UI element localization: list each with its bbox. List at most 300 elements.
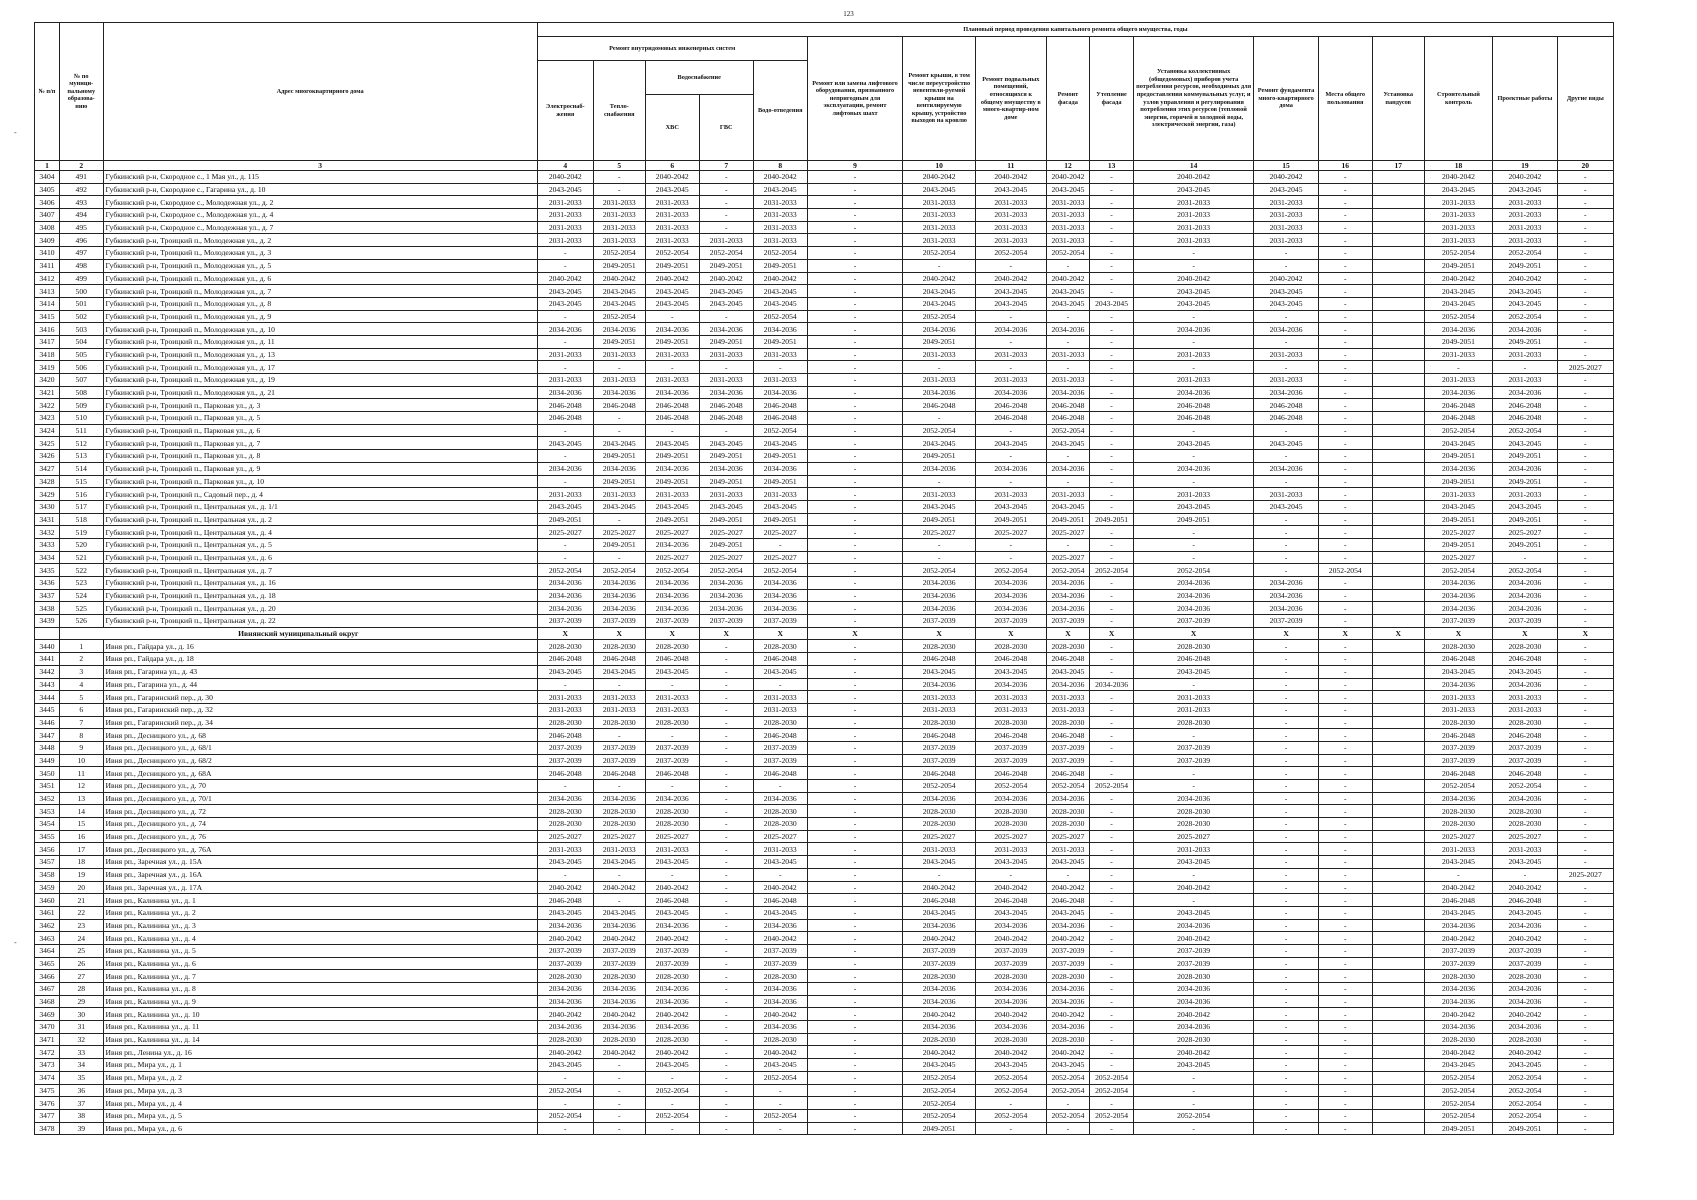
column-number: 5 [593, 161, 645, 171]
period-cell: - [1133, 1097, 1253, 1110]
row-index: 3470 [35, 1021, 60, 1034]
period-cell: 2043-2045 [1133, 297, 1253, 310]
period-cell [1372, 868, 1424, 881]
period-cell: 2031-2033 [903, 843, 976, 856]
period-cell: 2040-2042 [976, 171, 1047, 184]
address-cell: Ивня рп., Гагарина ул., д. 43 [103, 665, 537, 678]
period-cell: 2031-2033 [1133, 703, 1253, 716]
period-cell: 2052-2054 [976, 1084, 1047, 1097]
address-cell: Ивня рп., Гагаринский пер., д. 30 [103, 691, 537, 704]
period-cell: - [1318, 488, 1372, 501]
row-index: 3451 [35, 780, 60, 793]
table-row [35, 412, 1614, 425]
row-index: 3438 [35, 602, 60, 615]
period-cell: - [1090, 970, 1134, 983]
period-cell: 2052-2054 [753, 310, 807, 323]
period-cell: 2031-2033 [593, 348, 645, 361]
period-cell: 2034-2036 [976, 462, 1047, 475]
period-cell: 2034-2036 [593, 323, 645, 336]
period-cell: 2037-2039 [903, 754, 976, 767]
period-cell: - [1254, 1109, 1318, 1122]
period-cell: - [1318, 615, 1372, 628]
period-cell: 2025-2027 [1133, 830, 1253, 843]
period-cell: - [537, 361, 593, 374]
period-cell: - [807, 183, 903, 196]
row-index: 3429 [35, 488, 60, 501]
period-cell: - [1557, 196, 1613, 209]
table-row [35, 500, 1614, 513]
period-cell: - [1090, 868, 1134, 881]
period-cell: 2046-2048 [1424, 729, 1493, 742]
period-cell: 2049-2051 [1046, 513, 1090, 526]
period-cell [1372, 500, 1424, 513]
row-index: 3457 [35, 856, 60, 869]
period-cell: 2040-2042 [1254, 171, 1318, 184]
address-cell: Губкинский р-н, Троицкий п., Молодежная ул., д. 7 [103, 285, 537, 298]
period-cell: 2049-2051 [699, 475, 753, 488]
period-cell: - [593, 412, 645, 425]
municipal-number: 499 [59, 272, 103, 285]
period-cell: 2052-2054 [699, 564, 753, 577]
period-cell: 2031-2033 [976, 703, 1047, 716]
period-cell: 2034-2036 [1424, 462, 1493, 475]
address-cell: Ивня рп., Ленина ул., д. 16 [103, 1046, 537, 1059]
period-cell: 2052-2054 [753, 1109, 807, 1122]
period-cell: - [1090, 944, 1134, 957]
period-cell: - [1254, 526, 1318, 539]
address-cell: Губкинский р-н, Троицкий п., Молодежная ул., д. 10 [103, 323, 537, 336]
period-cell: - [1557, 830, 1613, 843]
period-cell: 2043-2045 [1046, 500, 1090, 513]
period-cell: - [807, 361, 903, 374]
period-cell: 2034-2036 [645, 995, 699, 1008]
period-cell: 2034-2036 [593, 919, 645, 932]
municipal-number: 12 [59, 780, 103, 793]
period-cell: 2031-2033 [976, 843, 1047, 856]
period-cell: 2043-2045 [593, 500, 645, 513]
period-cell: - [1090, 615, 1134, 628]
period-cell: 2037-2039 [593, 615, 645, 628]
period-cell: - [807, 830, 903, 843]
row-index: 3443 [35, 678, 60, 691]
period-cell: - [699, 1122, 753, 1135]
period-cell: - [593, 1071, 645, 1084]
municipal-number: 505 [59, 348, 103, 361]
period-cell: 2052-2054 [753, 247, 807, 260]
table-row [35, 526, 1614, 539]
period-cell [1372, 703, 1424, 716]
period-cell: - [645, 729, 699, 742]
period-cell: 2046-2048 [645, 894, 699, 907]
municipal-number: 9 [59, 741, 103, 754]
period-cell: 2034-2036 [593, 589, 645, 602]
period-cell: 2025-2027 [1493, 830, 1557, 843]
period-cell: 2034-2036 [753, 792, 807, 805]
section-mark: Х [1254, 627, 1318, 640]
period-cell: - [1133, 767, 1253, 780]
period-cell: - [1318, 386, 1372, 399]
period-cell: - [537, 868, 593, 881]
period-cell: 2046-2048 [1424, 894, 1493, 907]
period-cell: 2040-2042 [593, 932, 645, 945]
period-cell: - [1318, 653, 1372, 666]
table-row [35, 310, 1614, 323]
municipal-number: 7 [59, 716, 103, 729]
period-cell: - [1557, 1021, 1613, 1034]
period-cell: - [807, 259, 903, 272]
col-header-basement: Ремонт подвальных помещений, относящихся к общему имуществу в много-квартир-ном доме [976, 37, 1047, 161]
table-row [35, 970, 1614, 983]
period-cell: - [1090, 259, 1134, 272]
period-cell [1372, 1033, 1424, 1046]
period-cell: - [807, 577, 903, 590]
table-row [35, 374, 1614, 387]
period-cell: 2034-2036 [1424, 323, 1493, 336]
period-cell: 2052-2054 [593, 310, 645, 323]
period-cell: 2031-2033 [537, 209, 593, 222]
table-row [35, 640, 1614, 653]
period-cell: - [807, 196, 903, 209]
address-cell: Ивня рп., Калинина ул., д. 2 [103, 906, 537, 919]
period-cell: - [807, 894, 903, 907]
row-index: 3439 [35, 615, 60, 628]
period-cell: 2052-2054 [1424, 780, 1493, 793]
period-cell: 2025-2027 [593, 830, 645, 843]
address-cell: Ивня рп., Десницкого ул., д. 76 [103, 830, 537, 843]
period-cell: 2040-2042 [1493, 1008, 1557, 1021]
period-cell: - [1318, 906, 1372, 919]
period-cell: - [807, 653, 903, 666]
period-cell [1372, 348, 1424, 361]
period-cell: 2034-2036 [699, 602, 753, 615]
period-cell: 2049-2051 [903, 335, 976, 348]
section-mark: Х [1133, 627, 1253, 640]
period-cell: - [1090, 538, 1134, 551]
period-cell: 2043-2045 [903, 665, 976, 678]
period-cell: 2037-2039 [593, 754, 645, 767]
period-cell: - [699, 894, 753, 907]
table-row [35, 424, 1614, 437]
table-row [35, 881, 1614, 894]
period-cell: 2031-2033 [753, 348, 807, 361]
period-cell: - [1254, 259, 1318, 272]
period-cell: - [807, 1046, 903, 1059]
period-cell: - [1557, 247, 1613, 260]
period-cell: 2043-2045 [903, 500, 976, 513]
table-row [35, 944, 1614, 957]
period-cell: - [699, 183, 753, 196]
period-cell: - [699, 653, 753, 666]
period-cell: - [645, 780, 699, 793]
period-cell: 2046-2048 [976, 729, 1047, 742]
period-cell [1372, 196, 1424, 209]
period-cell: 2031-2033 [699, 234, 753, 247]
period-cell: 2031-2033 [976, 691, 1047, 704]
table-row [35, 1008, 1614, 1021]
col-header-foundation: Ремонт фундамента много-квартирного дома [1254, 37, 1318, 161]
period-cell: 2034-2036 [1493, 919, 1557, 932]
period-cell: - [1133, 247, 1253, 260]
municipal-number: 8 [59, 729, 103, 742]
period-cell: - [1557, 1071, 1613, 1084]
period-cell: 2028-2030 [1424, 716, 1493, 729]
row-index: 3456 [35, 843, 60, 856]
period-cell: - [1254, 691, 1318, 704]
period-cell: 2043-2045 [1493, 665, 1557, 678]
period-cell: 2031-2033 [1254, 196, 1318, 209]
period-cell: - [1090, 335, 1134, 348]
period-cell: 2037-2039 [903, 741, 976, 754]
period-cell: - [976, 538, 1047, 551]
period-cell: - [807, 818, 903, 831]
period-cell: 2040-2042 [903, 881, 976, 894]
period-cell: 2043-2045 [645, 665, 699, 678]
row-index: 3432 [35, 526, 60, 539]
municipal-number: 504 [59, 335, 103, 348]
period-cell: 2031-2033 [645, 234, 699, 247]
period-cell: 2040-2042 [753, 1008, 807, 1021]
period-cell: - [699, 221, 753, 234]
period-cell: 2052-2054 [1090, 564, 1134, 577]
period-cell: 2034-2036 [903, 919, 976, 932]
period-cell: 2052-2054 [645, 1109, 699, 1122]
period-cell [1372, 551, 1424, 564]
row-index: 3421 [35, 386, 60, 399]
col-header-other: Другие виды [1557, 37, 1613, 161]
period-cell: 2028-2030 [1493, 970, 1557, 983]
period-cell: 2031-2033 [976, 488, 1047, 501]
row-index: 3469 [35, 1008, 60, 1021]
row-index: 3449 [35, 754, 60, 767]
col-header-period: Плановый период проведения капитального ремонта общего имущества, годы [537, 23, 1613, 37]
period-cell: 2046-2048 [1046, 894, 1090, 907]
period-cell: - [1090, 374, 1134, 387]
period-cell: 2049-2051 [1493, 335, 1557, 348]
period-cell: - [753, 1097, 807, 1110]
row-index: 3476 [35, 1097, 60, 1110]
period-cell: - [1046, 310, 1090, 323]
period-cell: - [807, 665, 903, 678]
col-header-meters: Установка коллективных (общедомовых) приборов учета потребления ресурсов, необходимых для предоставления коммунальных услуг, и узлов управления и регулирования потребления этих ресурсов (тепловой энергии, горячей и холодной воды, электрической энергии, газа) [1133, 37, 1253, 161]
period-cell: 2037-2039 [1424, 615, 1493, 628]
period-cell: 2046-2048 [903, 399, 976, 412]
address-cell: Ивня рп., Гайдара ул., д. 16 [103, 640, 537, 653]
row-index: 3460 [35, 894, 60, 907]
period-cell: 2046-2048 [1046, 767, 1090, 780]
period-cell: 2043-2045 [753, 856, 807, 869]
table-row [35, 488, 1614, 501]
municipal-number: 11 [59, 767, 103, 780]
period-cell: 2034-2036 [976, 983, 1047, 996]
period-cell: - [1318, 957, 1372, 970]
row-index: 3464 [35, 944, 60, 957]
period-cell [1372, 259, 1424, 272]
period-cell: 2043-2045 [1046, 183, 1090, 196]
period-cell: - [593, 424, 645, 437]
period-cell: 2034-2036 [593, 462, 645, 475]
period-cell: 2046-2048 [1046, 399, 1090, 412]
period-cell: 2034-2036 [645, 386, 699, 399]
address-cell: Губкинский р-н, Троицкий п., Молодежная ул., д. 8 [103, 297, 537, 310]
period-cell: - [807, 424, 903, 437]
period-cell: 2046-2048 [976, 653, 1047, 666]
period-cell: - [1557, 843, 1613, 856]
period-cell: 2049-2051 [753, 450, 807, 463]
table-row [35, 551, 1614, 564]
period-cell: - [1254, 653, 1318, 666]
row-index: 3440 [35, 640, 60, 653]
period-cell: 2043-2045 [593, 437, 645, 450]
period-cell: - [807, 171, 903, 184]
period-cell: 2031-2033 [976, 374, 1047, 387]
period-cell: - [1557, 1122, 1613, 1135]
period-cell [1372, 247, 1424, 260]
period-cell: 2043-2045 [593, 856, 645, 869]
period-cell: 2037-2039 [645, 741, 699, 754]
period-cell: 2046-2048 [537, 399, 593, 412]
period-cell: 2025-2027 [1424, 551, 1493, 564]
period-cell: - [753, 678, 807, 691]
period-cell: 2031-2033 [1493, 209, 1557, 222]
period-cell: - [753, 1084, 807, 1097]
table-row [35, 716, 1614, 729]
period-cell: 2040-2042 [699, 272, 753, 285]
period-cell: 2052-2054 [645, 1084, 699, 1097]
period-cell: - [1318, 868, 1372, 881]
period-cell: - [807, 703, 903, 716]
period-cell [1372, 944, 1424, 957]
period-cell: 2043-2045 [1424, 906, 1493, 919]
address-cell: Ивня рп., Мира ул., д. 2 [103, 1071, 537, 1084]
period-cell: - [807, 843, 903, 856]
period-cell: 2031-2033 [976, 234, 1047, 247]
table-row [35, 272, 1614, 285]
period-cell: - [1090, 1046, 1134, 1059]
period-cell [1372, 437, 1424, 450]
address-cell: Губкинский р-н, Троицкий п., Центральная ул., д. 5 [103, 538, 537, 551]
address-cell: Ивня рп., Калинина ул., д. 5 [103, 944, 537, 957]
period-cell: - [807, 285, 903, 298]
table-row [35, 792, 1614, 805]
period-cell: 2043-2045 [537, 500, 593, 513]
address-cell: Губкинский р-н, Троицкий п., Молодежная ул., д. 6 [103, 272, 537, 285]
period-cell: - [593, 894, 645, 907]
column-number: 1 [35, 161, 60, 171]
period-cell [1372, 475, 1424, 488]
period-cell: 2031-2033 [645, 703, 699, 716]
municipal-number: 506 [59, 361, 103, 374]
period-cell: 2031-2033 [1424, 691, 1493, 704]
period-cell [1372, 919, 1424, 932]
period-cell: - [645, 1071, 699, 1084]
table-row [35, 906, 1614, 919]
period-cell: 2028-2030 [537, 970, 593, 983]
table-row [35, 196, 1614, 209]
period-cell: 2031-2033 [903, 196, 976, 209]
period-cell: - [1254, 830, 1318, 843]
period-cell: 2031-2033 [1254, 374, 1318, 387]
period-cell: - [1254, 1071, 1318, 1084]
period-cell: 2052-2054 [1493, 424, 1557, 437]
period-cell: - [1318, 678, 1372, 691]
period-cell: - [807, 691, 903, 704]
period-cell: - [807, 957, 903, 970]
period-cell: 2031-2033 [976, 196, 1047, 209]
period-cell: 2040-2042 [537, 272, 593, 285]
period-cell: - [699, 1109, 753, 1122]
column-number: 17 [1372, 161, 1424, 171]
municipal-number: 3 [59, 665, 103, 678]
period-cell: 2034-2036 [1254, 602, 1318, 615]
period-cell: 2028-2030 [1493, 716, 1557, 729]
period-cell: 2046-2048 [903, 653, 976, 666]
period-cell: 2031-2033 [537, 348, 593, 361]
municipal-number: 31 [59, 1021, 103, 1034]
period-cell: 2031-2033 [645, 843, 699, 856]
period-cell: 2028-2030 [537, 716, 593, 729]
period-cell: - [1133, 1084, 1253, 1097]
period-cell: 2043-2045 [1424, 297, 1493, 310]
period-cell: 2037-2039 [593, 957, 645, 970]
municipal-number: 492 [59, 183, 103, 196]
period-cell: - [699, 1097, 753, 1110]
period-cell: 2028-2030 [645, 640, 699, 653]
address-cell: Ивня рп., Десницкого ул., д. 68А [103, 767, 537, 780]
table-row [35, 209, 1614, 222]
municipal-number: 28 [59, 983, 103, 996]
period-cell: 2031-2033 [1424, 703, 1493, 716]
period-cell: 2031-2033 [903, 209, 976, 222]
period-cell: - [699, 906, 753, 919]
period-cell: 2046-2048 [1254, 399, 1318, 412]
period-cell: 2046-2048 [1424, 653, 1493, 666]
period-cell: 2043-2045 [1133, 183, 1253, 196]
period-cell: 2034-2036 [903, 602, 976, 615]
period-cell: - [976, 259, 1047, 272]
period-cell: - [807, 856, 903, 869]
period-cell: 2040-2042 [1046, 1008, 1090, 1021]
period-cell: - [1557, 462, 1613, 475]
period-cell: 2034-2036 [1493, 577, 1557, 590]
period-cell: 2037-2039 [1133, 741, 1253, 754]
period-cell: - [1318, 310, 1372, 323]
period-cell: - [1318, 513, 1372, 526]
period-cell: 2025-2027 [903, 526, 976, 539]
period-cell: 2046-2048 [1046, 653, 1090, 666]
municipal-number: 512 [59, 437, 103, 450]
period-cell: 2046-2048 [537, 767, 593, 780]
period-cell: - [1557, 297, 1613, 310]
period-cell: - [1557, 818, 1613, 831]
period-cell: - [1557, 374, 1613, 387]
period-cell: 2037-2039 [537, 741, 593, 754]
period-cell [1372, 564, 1424, 577]
period-cell: 2028-2030 [1424, 1033, 1493, 1046]
municipal-number: 514 [59, 462, 103, 475]
period-cell: 2043-2045 [753, 285, 807, 298]
period-cell: - [1254, 450, 1318, 463]
period-cell: 2034-2036 [1046, 386, 1090, 399]
period-cell [1372, 450, 1424, 463]
period-cell: 2046-2048 [1046, 412, 1090, 425]
municipal-number: 515 [59, 475, 103, 488]
period-cell: - [1557, 1008, 1613, 1021]
period-cell: 2043-2045 [645, 285, 699, 298]
period-cell: 2034-2036 [645, 589, 699, 602]
period-cell: - [1557, 780, 1613, 793]
period-cell: 2031-2033 [699, 348, 753, 361]
period-cell: 2052-2054 [1424, 1097, 1493, 1110]
